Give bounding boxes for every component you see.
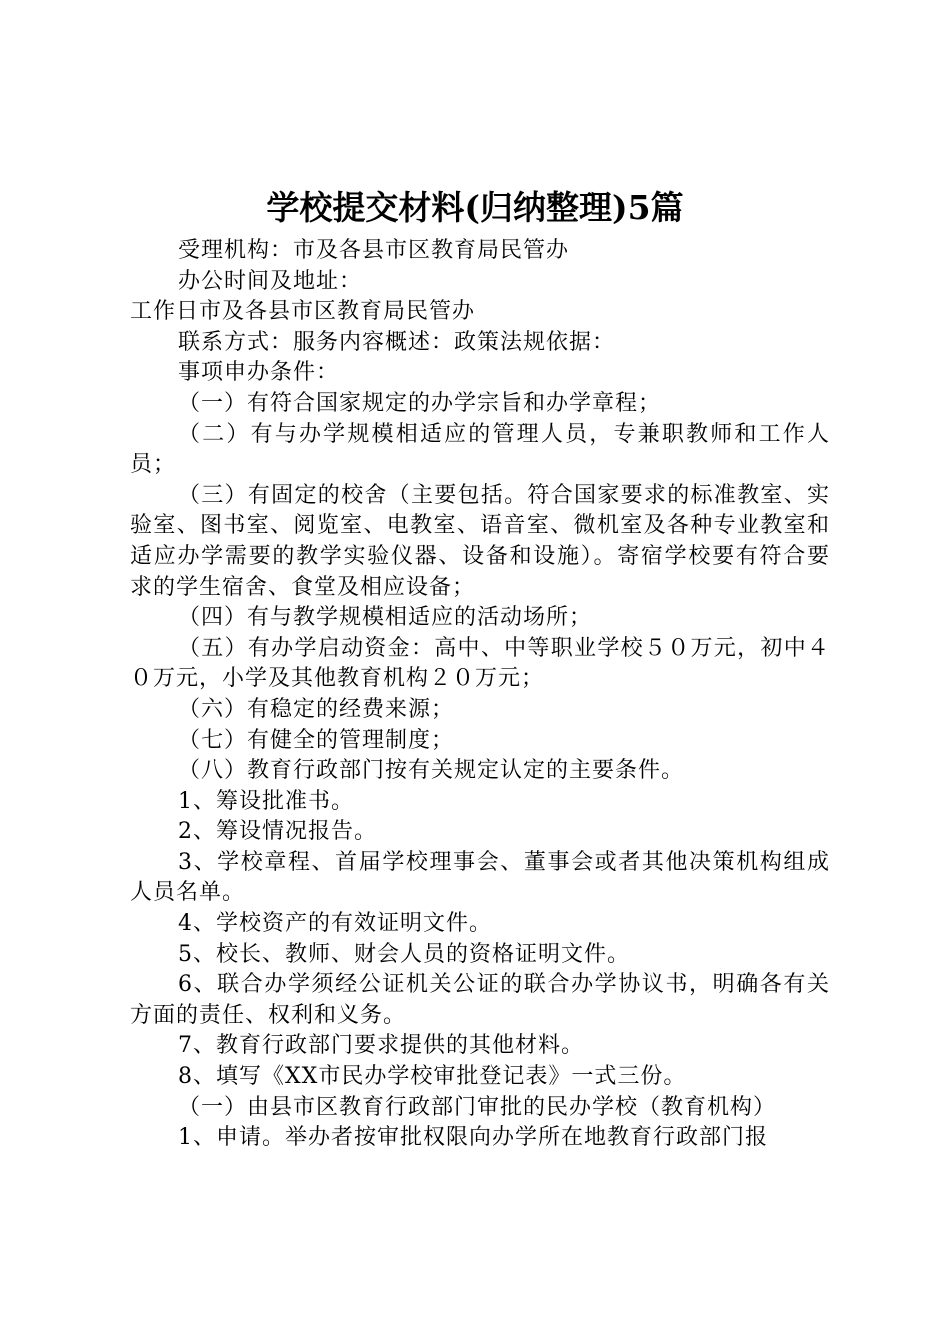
paragraph: （五）有办学启动资金：高中、中等职业学校５０万元，初中４０万元，小学及其他教育机构２０万元； xyxy=(130,635,830,692)
paragraph: 4、学校资产的有效证明文件。 xyxy=(178,911,492,937)
paragraph: （一）由县市区教育行政部门审批的民办学校（教育机构） xyxy=(178,1094,777,1120)
paragraph: 3、学校章程、首届学校理事会、董事会或者其他决策机构组成人员名单。 xyxy=(130,849,830,906)
paragraph: 事项申办条件： xyxy=(178,360,340,386)
document-title: 学校提交材料(归纳整理)5篇 xyxy=(266,188,684,227)
paragraph: 受理机构：市及各县市区教育局民管办 xyxy=(178,238,570,263)
paragraph: （二）有与办学规模相适应的管理人员，专兼职教师和工作人员； xyxy=(130,421,830,478)
paragraph: 办公时间及地址： xyxy=(178,268,363,294)
paragraph: 1、申请。举办者按审批权限向办学所在地教育行政部门报 xyxy=(178,1125,768,1151)
paragraph: 8、填写《XX市民办学校审批登记表》一式三份。 xyxy=(178,1064,687,1090)
paragraph: 联系方式：服务内容概述：政策法规依据： xyxy=(178,329,616,355)
document-body xyxy=(130,236,830,1154)
paragraph: 工作日市及各县市区教育局民管办 xyxy=(130,299,476,325)
paragraph: （六）有稳定的经费来源； xyxy=(178,696,455,722)
paragraph: （八）教育行政部门按有关规定认定的主要条件。 xyxy=(178,758,685,784)
paragraph: 1、筹设批准书。 xyxy=(178,788,354,814)
paragraph: （七）有健全的管理制度； xyxy=(178,727,455,753)
paragraph: 5、校长、教师、财会人员的资格证明文件。 xyxy=(178,941,630,967)
paragraph: 6、联合办学须经公证机关公证的联合办学协议书，明确各有关方面的责任、权利和义务。 xyxy=(130,972,830,1028)
paragraph: （四）有与教学规模相适应的活动场所； xyxy=(178,605,593,631)
paragraph: （一）有符合国家规定的办学宗旨和办学章程； xyxy=(178,390,662,416)
paragraph: 7、教育行政部门要求提供的其他材料。 xyxy=(178,1033,584,1059)
paragraph: 2、筹设情况报告。 xyxy=(178,819,377,845)
paragraph: （三）有固定的校舍（主要包括。符合国家要求的标准教室、实验室、图书室、阅览室、电教室、语音室、微机室及各种专业教室和适应办学需要的教学实验仪器、设备和设施）。寄宿学校要有符合要求的学生宿舍、食堂及相应设备； xyxy=(130,482,830,600)
